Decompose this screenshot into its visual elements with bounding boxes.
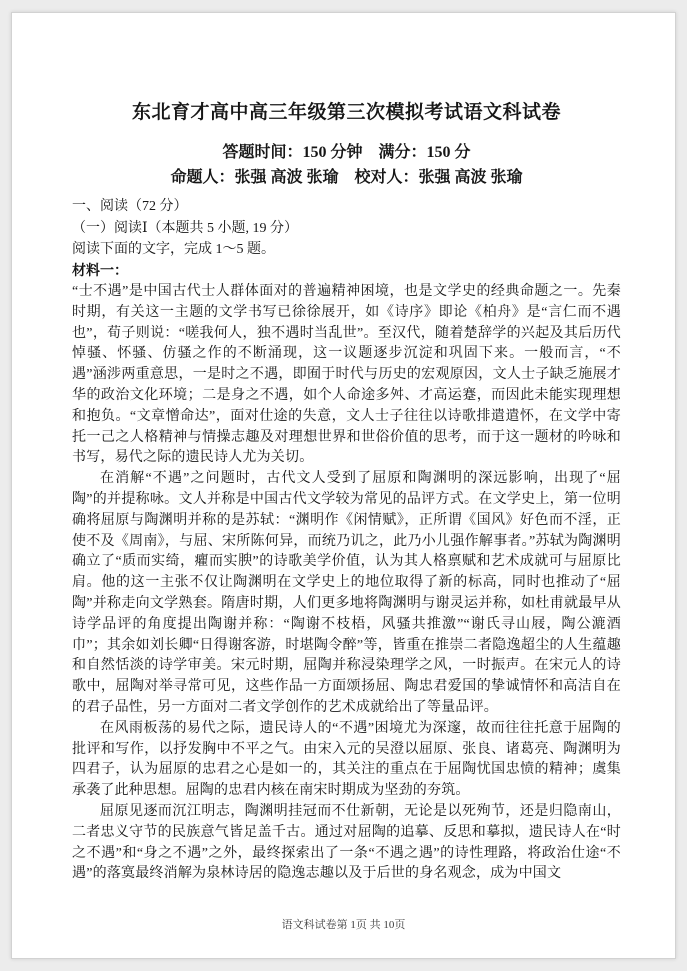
body-paragraph-3: 在风雨板荡的易代之际，遗民诗人的“不遇”困境尤为深邃，故而往往托意于屈陶的批评和写作，以抒发胸中不平之气。由宋入元的吴澄以屈原、张良、诸葛亮、陶渊明为四君子，认为屈原的忠君之心是如一的，其关注的重点在于屈陶忧国忠愤的精神；虞集承袭了此种思想。屈陶的忠君内核在南宋时期成为坚劲的夯筑。 (72, 720, 621, 799)
exam-time-score-line: 答题时间：150 分钟 满分：150 分 (222, 144, 471, 161)
page-footer: 语文科试卷第 1页 共 10页 (281, 919, 406, 931)
material-label: 材料一： (72, 263, 128, 279)
exam-paper-page (11, 12, 676, 959)
exam-authors-line: 命题人：张强 高波 张瑜 校对人：张强 高波 张瑜 (170, 169, 523, 186)
body-paragraph-4: 屈原见逐而沉江明志，陶渊明挂冠而不仕新朝，无论是以死殉节，还是归隐南山，二者忠义守节的民族意气皆足盖千古。通过对屈陶的追摹、反思和摹拟，遗民诗人在“时之不遇”和“身之不遇”之外，最终探索出了一条“不遇之遇”的诗性理路，将政治仕途“不遇”的落寞最终消解为泉林诗居的隐逸志趣以及于后世的身名观念，成为中国文 (72, 803, 621, 882)
page-content (12, 13, 675, 885)
section-headings (72, 196, 621, 282)
section-heading: 一、阅读（72 分） (72, 199, 188, 214)
page-title: 东北育才高中高三年级第三次模拟考试语文科试卷 (131, 102, 561, 123)
reading-instruction: 阅读下面的文字，完成 1～5 题。 (72, 242, 275, 257)
body-paragraph-2: 在消解“不遇”之问题时，古代文人受到了屈原和陶渊明的深远影响，出现了“屈陶”的并提称咏。文人并称是中国古代文学较为常见的品评方式。在文学史上，第一位明确将屈原与陶渊明并称的是苏轼：“渊明作《闲情赋》，正所谓《国风》好色而不淫，正使不及《周南》，与屈、宋所陈何异，而统乃讥之，此乃小儿强作解事者。”苏轼为陶渊明确立了“质而实绮，癯而实腴”的诗歌美学价值，认为其人格禀赋和艺术成就可与屈原比肩。他的这一主张不仅让陶渊明在文学史上的地位取得了新的标高，同时也推动了“屈陶”并称走向文学熟套。隋唐时期，人们更多地将陶渊明与谢灵运并称，如杜甫就最早从诗学品评的角度提出陶谢并称：“陶谢不枝梧，风骚共推激”“谢氏寻山屐，陶公漉酒巾”；其余如刘长卿“日得谢客游，时堪陶令醉”等，皆重在推崇二者隐逸超尘的人生蕴趣和自然恬淡的诗学审美。宋元时期，屈陶并称浸染理学之风，一时振声。在宋元人的诗歌中，屈陶对举寻常可见，这些作品一方面颂扬屈、陶忠君爱国的挚诚情怀和高洁自在的君子品性，另一方面对二者文学创作的艺术成就给出了等量品评。 (72, 471, 621, 715)
subsection-heading: （一）阅读Ⅰ（本题共 5 小题, 19 分） (72, 220, 299, 236)
body-paragraph-1: “士不遇”是中国古代士人群体面对的普遍精神困境，也是文学史的经典命题之一。先秦时期，有关这一主题的文学书写已徐徐展开，如《诗序》即论《柏舟》是“言仁而不遇也”，荀子则说：“嗟我何人，独不遇时当乱世”。至汉代，随着楚辞学的兴起及其后历代悼骚、怀骚、仿骚之作的不断涌现，这一议题逐步沉淀和巩固下来。一般而言，“不遇”涵涉两重意思，一是时之不遇，即囿于时代与历史的宏观原因，文人士子缺乏施展才华的政治文化环境；二是身之不遇，如个人命途多舛、才高运蹇，而因此未能实现理想和抱负。“文章憎命达”，面对仕途的失意，文人士子往往以诗歌排遣遣怀，在文学中寄托一己之人格精神与情操志趣及对理想世界和世俗价值的思考，而于这一题材的吟咏和书写，易代之际的遗民诗人尤为关切。 (72, 284, 621, 466)
